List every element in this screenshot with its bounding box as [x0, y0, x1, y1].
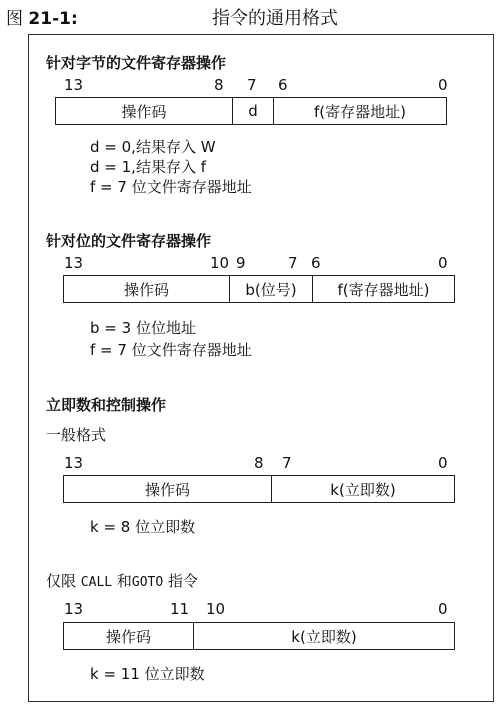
- bit-bit-0: 0: [438, 254, 448, 272]
- callgoto-prefix: 仅限: [46, 572, 77, 590]
- byte-note-d0: d = 0,结果存入 W: [90, 138, 216, 156]
- callgoto-format-register: [63, 622, 455, 650]
- callgoto-opcode-field: 操作码: [64, 623, 194, 649]
- byte-bit-6: 6: [278, 76, 288, 94]
- callgoto-k-field: k(立即数): [291, 627, 357, 646]
- bit-bit-9: 9: [236, 254, 246, 272]
- bit-format-register: [63, 275, 455, 303]
- bit-bit-10: 10: [210, 254, 230, 272]
- byte-note-d1: d = 1,结果存入 f: [90, 158, 206, 176]
- bit-section-heading: 针对位的文件寄存器操作: [46, 232, 212, 250]
- general-bit-13: 13: [64, 454, 84, 472]
- callgoto-bit-13: 13: [64, 600, 84, 618]
- callgoto-bit-0: 0: [438, 600, 448, 618]
- callgoto-and: 和: [116, 572, 132, 590]
- figure-title: 指令的通用格式: [212, 8, 338, 29]
- goto-keyword: GOTO: [131, 575, 164, 590]
- figure-prefix: 图: [6, 9, 23, 29]
- literal-section-heading: 立即数和控制操作: [46, 396, 167, 414]
- byte-d-field: d: [233, 98, 274, 124]
- byte-bit-13: 13: [64, 76, 84, 94]
- figure-frame: [28, 34, 494, 702]
- general-format-register: [63, 475, 455, 503]
- bit-f-field: f(寄存器地址): [337, 280, 430, 299]
- general-opcode-field: 操作码: [64, 476, 272, 502]
- bit-b-field: b(位号): [230, 276, 313, 302]
- callgoto-suffix: 指令: [168, 572, 199, 590]
- general-note-k: k = 8 位立即数: [90, 518, 196, 536]
- byte-opcode-field: 操作码: [56, 98, 233, 124]
- byte-f-field: f(寄存器地址): [314, 102, 406, 121]
- bit-opcode-field: 操作码: [64, 276, 230, 302]
- bit-note-b: b = 3 位位地址: [90, 319, 196, 337]
- bit-bit-13: 13: [64, 254, 84, 272]
- callgoto-note-k: k = 11 位立即数: [90, 665, 205, 683]
- general-bit-8: 8: [254, 454, 264, 472]
- byte-bit-7: 7: [247, 76, 257, 94]
- general-bit-0: 0: [438, 454, 448, 472]
- callgoto-bit-10: 10: [206, 600, 226, 618]
- bit-bit-7: 7: [288, 254, 298, 272]
- bit-note-f: f = 7 位文件寄存器地址: [90, 341, 252, 359]
- figure-number: [6, 4, 78, 29]
- byte-section-heading: 针对字节的文件寄存器操作: [46, 54, 227, 72]
- byte-note-f: f = 7 位文件寄存器地址: [90, 178, 252, 196]
- general-k-field: k(立即数): [330, 480, 396, 499]
- figure-number-value: 21-1:: [28, 9, 78, 29]
- byte-bit-0: 0: [438, 76, 448, 94]
- byte-bit-8: 8: [214, 76, 224, 94]
- general-bit-7: 7: [282, 454, 292, 472]
- bit-bit-6: 6: [311, 254, 321, 272]
- callgoto-bit-11: 11: [170, 600, 190, 618]
- call-keyword: CALL: [80, 575, 113, 590]
- byte-format-register: [55, 97, 447, 125]
- callgoto-subheading: [46, 570, 198, 591]
- general-format-subheading: 一般格式: [46, 426, 107, 444]
